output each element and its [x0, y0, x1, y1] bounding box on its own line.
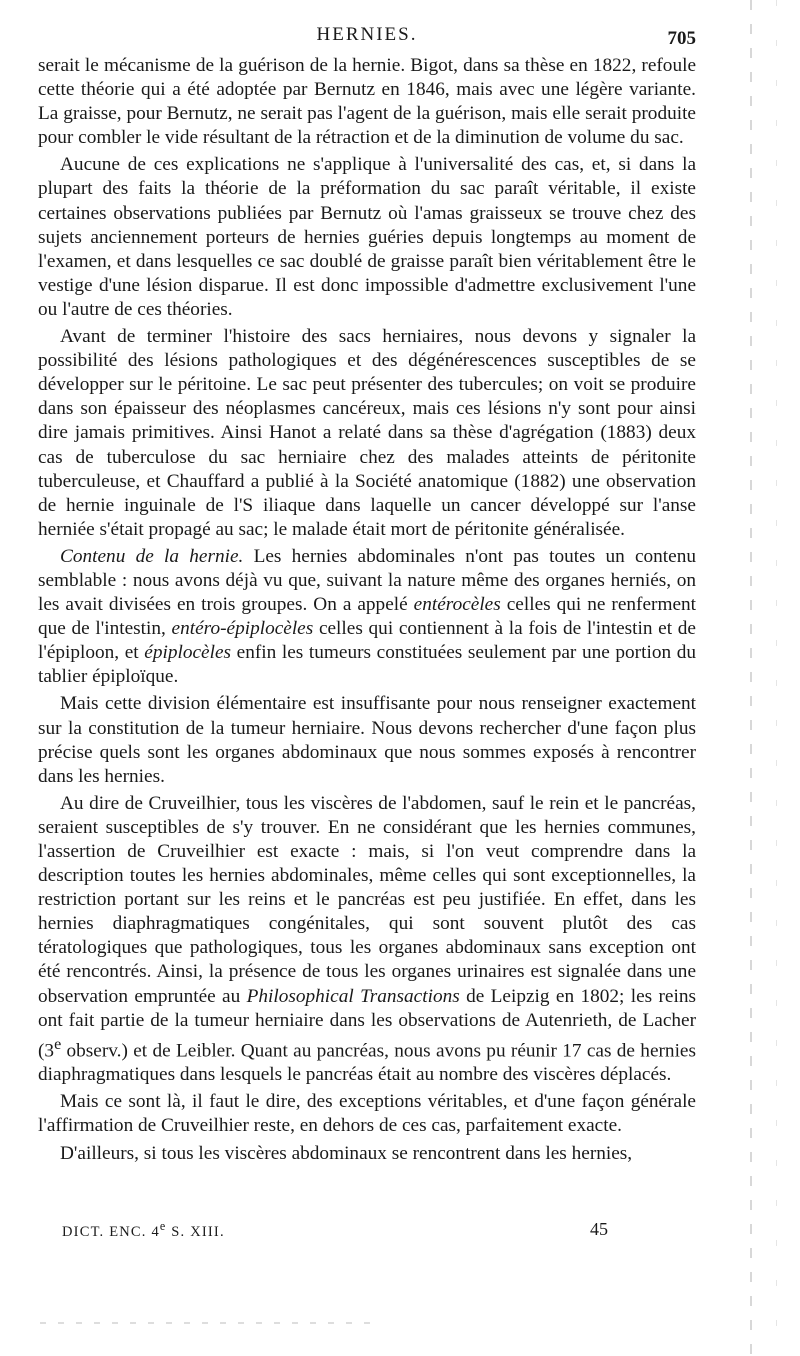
paragraph: Mais cette division élémentaire est insuffisante pour nous renseigner exactement sur la constitution de la tumeur herniaire. Nous devons rechercher d'une façon plus précise quels sont les organes abdominaux que nous sommes exposés à rencontrer dans les hernies. — [38, 693, 696, 787]
running-title: HERNIES. — [316, 24, 418, 45]
paragraph: Mais ce sont là, il faut le dire, des exceptions véritables, et d'une façon générale l'affirmation de Cruveilhier reste, en dehors de ces cas, parfaitement exacte. — [38, 1091, 696, 1137]
paragraph: Avant de terminer l'histoire des sacs herniaires, nous devons y signaler la possibilité des lésions pathologiques et des dégénérescences susceptibles de se développer sur le péritoine. Le sac peut présenter des tubercules; on voit se produire dans son épaisseur des néoplasmes cancéreux, mais ces lésions n'y sont pour ainsi dire jamais primitives. Ainsi Hanot a relaté dans sa thèse d'agrégation (1883) deux cas de tuberculose du sac herniaire chez des malades atteints de péritonite tuberculeuse, et Chauffard a publié à la Société anatomique (1882) une observation de hernie inguinale de l'S iliaque dans laquelle un cancer développé sur l'anse herniée s'était propagé au sac; le malade était mort de péritonite généralisée. — [38, 326, 696, 540]
sheet-number: 45 — [590, 1219, 608, 1239]
page-number: 705 — [667, 28, 696, 49]
book-page — [38, 22, 696, 1166]
paragraph-contenu: Contenu de la hernie. Les hernies abdominales n'ont pas toutes un contenu semblable : nous avons déjà vu que, suivant la nature même des organes herniés, on les avait divisées en trois groupes. On a appelé entérocèles celles qui ne renferment que de l'intestin, entéro-épiplocèles celles qui contiennent à la fois de l'intestin et de l'épiploon, et épiplocèles enfin les tumeurs constituées seulement par une portion du tablier épiploïque. — [38, 545, 697, 688]
scan-margin-artifact — [776, 0, 777, 1356]
signature-mark: DICT. ENC. 4e S. XIII. — [62, 1219, 225, 1240]
paragraph-cruveilhier: Au dire de Cruveilhier, tous les viscères de l'abdomen, sauf le rein et le pancréas, seraient susceptibles de s'y trouver. En ne considérant que les hernies communes, l'assertion de Cruveilhier est exacte : mais, si l'on veut comprendre dans la description toutes les hernies abdominales, même celles qui sont exceptionnelles, la restriction portant sur les reins et le pancréas est peu justifiée. En effet, dans les hernies diaphragmatiques congénitales, qui sont souvent plutôt des cas tératologiques que pathologiques, tous les organes abdominaux sans exception ont été rencontrés. Ainsi, la présence de tous les organes urinaires est signalée dans une observation empruntée au Philosophical Transactions de Leipzig en 1802; les reins ont fait partie de la tumeur herniaire dans les observations de Autenrieth, de Lacher (3e observ.) et de Leibler. Quant au pancréas, nous avons pu réunir 17 cas de hernies diaphragmatiques dans lesquels le pancréas était au nombre des viscères déplacés. — [38, 792, 696, 1086]
term: épiplocèles — [144, 642, 232, 664]
term: entérocèles — [413, 594, 501, 616]
paragraph: Aucune de ces explications ne s'applique à l'universalité des cas, et, si dans la plupart des faits la théorie de la préformation du sac paraît véritable, il existe certaines observations publiées par Bernutz où l'amas graisseux se trouve chez des sujets anciennement porteurs de hernies guéries depuis longtemps au moment de l'examen, et dans lesquelles ce sac doublé de graisse paraît bien véritablement être le vestige d'une lésion disparue. Il est donc impossible d'admettre exclusivement l'une ou l'autre de ces théories. — [38, 154, 696, 320]
running-head — [38, 22, 696, 54]
journal-title: Philosophical Transactions — [246, 985, 460, 1007]
paragraph: serait le mécanisme de la guérison de la hernie. Bigot, dans sa thèse en 1822, refoule cette théorie qui a été adoptée par Bernutz en 1846, mais avec une légère variante. La graisse, pour Bernutz, ne serait pas l'agent de la guérison, mais elle serait produite pour combler le vide résultant de la rétraction et de la diminution de volume du sac. — [38, 55, 696, 149]
page-footer — [62, 1219, 662, 1249]
body-text — [38, 54, 696, 1166]
paragraph: D'ailleurs, si tous les viscères abdominaux se rencontrent dans les hernies, — [60, 1142, 633, 1164]
scan-margin-artifact — [750, 0, 752, 1356]
term: entéro-épiplocèles — [171, 618, 314, 640]
scan-bottom-artifact — [40, 1322, 370, 1324]
section-heading: Contenu de la hernie. — [60, 545, 244, 567]
